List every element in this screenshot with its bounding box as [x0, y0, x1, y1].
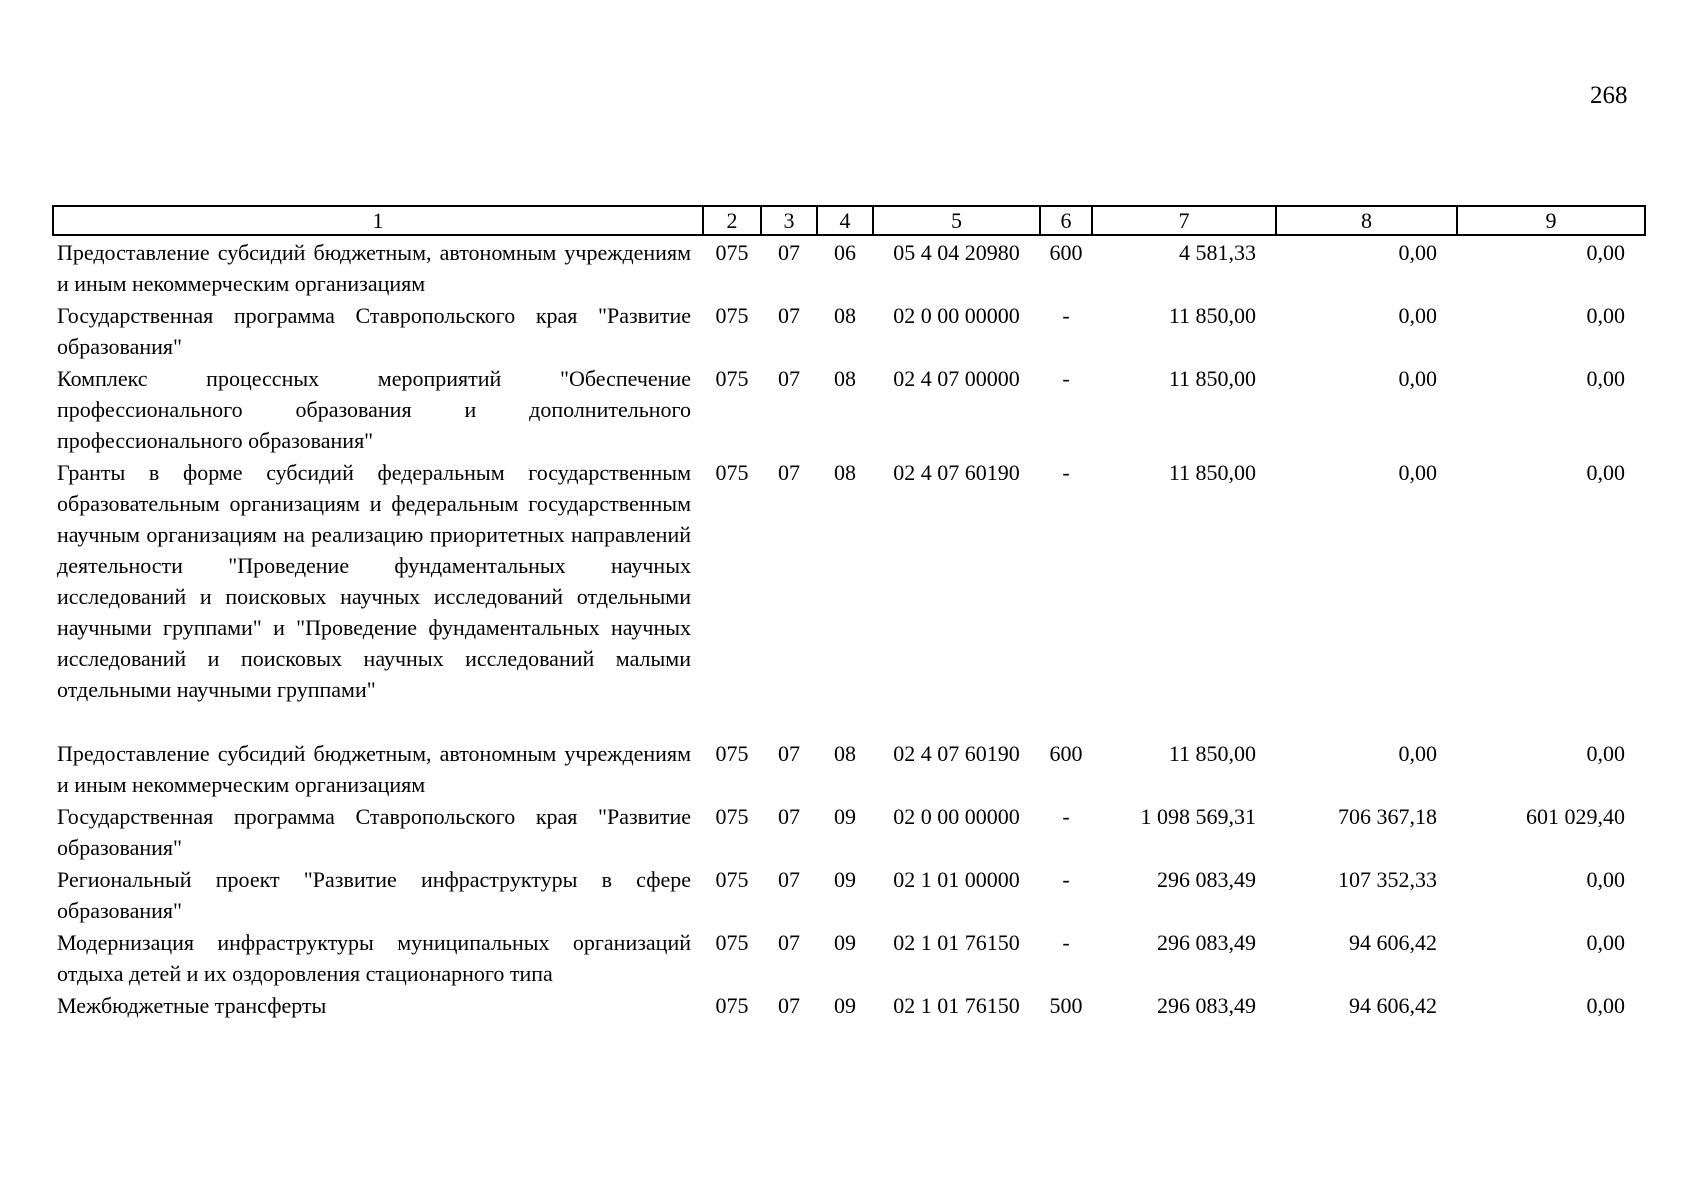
table-row — [53, 737, 1645, 800]
row-name: Предоставление субсидий бюджетным, автономным учреждениям и иным некоммерческим организациям — [57, 741, 691, 797]
spacer-cell — [53, 705, 1645, 737]
row-value-9: 0,00 — [1586, 867, 1625, 892]
row-code-4: 08 — [834, 460, 856, 485]
row-value-9: 0,00 — [1586, 366, 1625, 391]
row-code-3: 07 — [778, 303, 800, 328]
table-row — [53, 926, 1645, 989]
row-code-2: 075 — [715, 741, 749, 766]
row-name: Модернизация инфраструктуры муниципальных организаций отдыха детей и их оздоровления стационарного типа — [57, 930, 691, 986]
row-value-7: 296 083,49 — [1157, 867, 1256, 892]
row-code-6: - — [1062, 366, 1070, 391]
row-code-5: 05 4 04 20980 — [893, 240, 1020, 265]
table-row — [53, 299, 1645, 362]
table-row — [53, 863, 1645, 926]
row-value-7: 4 581,33 — [1179, 240, 1256, 265]
row-code-2: 075 — [715, 240, 749, 265]
row-value-7: 11 850,00 — [1168, 741, 1256, 766]
row-code-6: - — [1062, 460, 1070, 485]
row-code-3: 07 — [778, 804, 800, 829]
row-value-8: 0,00 — [1398, 240, 1437, 265]
row-code-5: 02 0 00 00000 — [893, 303, 1020, 328]
row-code-2: 075 — [715, 867, 749, 892]
row-code-3: 07 — [778, 460, 800, 485]
row-value-7: 296 083,49 — [1157, 993, 1256, 1018]
row-code-2: 075 — [715, 366, 749, 391]
header-col-1: 1 — [53, 206, 703, 235]
row-code-4: 09 — [834, 804, 856, 829]
row-code-6: - — [1062, 867, 1070, 892]
row-code-4: 08 — [834, 366, 856, 391]
row-name: Предоставление субсидий бюджетным, автономным учреждениям и иным некоммерческим организациям — [57, 240, 691, 296]
row-code-6: - — [1062, 930, 1070, 955]
row-value-8: 0,00 — [1398, 366, 1437, 391]
row-code-4: 08 — [834, 741, 856, 766]
row-value-9: 0,00 — [1586, 240, 1625, 265]
header-row — [53, 206, 1645, 235]
row-code-3: 07 — [778, 930, 800, 955]
row-code-3: 07 — [778, 741, 800, 766]
row-value-8: 94 606,42 — [1349, 993, 1437, 1018]
header-col-7: 7 — [1092, 206, 1276, 235]
row-code-3: 07 — [778, 867, 800, 892]
table-row — [53, 800, 1645, 863]
header-col-8: 8 — [1276, 206, 1457, 235]
row-value-8: 706 367,18 — [1338, 804, 1437, 829]
row-value-7: 1 098 569,31 — [1140, 804, 1256, 829]
row-value-7: 11 850,00 — [1168, 366, 1256, 391]
header-col-3: 3 — [761, 206, 817, 235]
row-value-9: 0,00 — [1586, 741, 1625, 766]
row-code-6: 600 — [1049, 741, 1083, 766]
row-name: Государственная программа Ставропольского края "Развитие образования" — [57, 804, 691, 860]
table-row — [53, 362, 1645, 456]
row-code-5: 02 4 07 60190 — [893, 741, 1020, 766]
row-code-5: 02 1 01 00000 — [893, 867, 1020, 892]
row-code-6: - — [1062, 303, 1070, 328]
row-name: Государственная программа Ставропольского края "Развитие образования" — [57, 303, 691, 359]
row-code-2: 075 — [715, 930, 749, 955]
header-col-2: 2 — [703, 206, 761, 235]
row-value-9: 601 029,40 — [1526, 804, 1625, 829]
header-col-5: 5 — [873, 206, 1040, 235]
row-value-9: 0,00 — [1586, 993, 1625, 1018]
row-value-9: 0,00 — [1586, 460, 1625, 485]
row-value-8: 0,00 — [1398, 741, 1437, 766]
table-row — [53, 456, 1645, 705]
row-code-2: 075 — [715, 303, 749, 328]
row-value-8: 0,00 — [1398, 303, 1437, 328]
row-code-3: 07 — [778, 240, 800, 265]
row-code-5: 02 0 00 00000 — [893, 804, 1020, 829]
row-code-4: 06 — [834, 240, 856, 265]
header-col-9: 9 — [1457, 206, 1645, 235]
row-value-8: 107 352,33 — [1338, 867, 1437, 892]
budget-table — [52, 205, 1646, 1021]
row-value-7: 296 083,49 — [1157, 930, 1256, 955]
row-value-7: 11 850,00 — [1168, 303, 1256, 328]
row-name: Региональный проект "Развитие инфраструктуры в сфере образования" — [57, 867, 691, 923]
table-row — [53, 235, 1645, 299]
page-number: 268 — [1590, 82, 1628, 109]
row-name: Гранты в форме субсидий федеральным государственным образовательным организациям и федеральным государственным научным организациям на реализацию приоритетных направлений деятельности "Проведение фундаментальных научных исследований и поисковых научных исследований отдельными научными группами" и "Проведение фундаментальных научных исследований и поисковых научных исследований малыми отдельными научными группами" — [57, 460, 691, 702]
row-value-8: 0,00 — [1398, 460, 1437, 485]
row-code-5: 02 1 01 76150 — [893, 930, 1020, 955]
row-name: Комплекс процессных мероприятий "Обеспечение профессионального образования и дополнительного профессионального образования" — [57, 366, 691, 453]
table-row — [53, 989, 1645, 1021]
row-value-8: 94 606,42 — [1349, 930, 1437, 955]
row-code-6: 500 — [1049, 993, 1083, 1018]
header-col-6: 6 — [1040, 206, 1092, 235]
row-code-5: 02 1 01 76150 — [893, 993, 1020, 1018]
spacer-row — [53, 705, 1645, 737]
row-code-4: 09 — [834, 867, 856, 892]
row-code-5: 02 4 07 60190 — [893, 460, 1020, 485]
row-code-4: 09 — [834, 930, 856, 955]
row-code-5: 02 4 07 00000 — [893, 366, 1020, 391]
row-code-2: 075 — [715, 993, 749, 1018]
row-value-9: 0,00 — [1586, 303, 1625, 328]
header-col-4: 4 — [817, 206, 873, 235]
row-value-9: 0,00 — [1586, 930, 1625, 955]
row-code-2: 075 — [715, 460, 749, 485]
row-value-7: 11 850,00 — [1168, 460, 1256, 485]
row-code-2: 075 — [715, 804, 749, 829]
row-code-6: 600 — [1049, 240, 1083, 265]
row-code-3: 07 — [778, 993, 800, 1018]
row-name: Межбюджетные трансферты — [57, 993, 327, 1018]
row-code-4: 09 — [834, 993, 856, 1018]
row-code-4: 08 — [834, 303, 856, 328]
row-code-6: - — [1062, 804, 1070, 829]
row-code-3: 07 — [778, 366, 800, 391]
